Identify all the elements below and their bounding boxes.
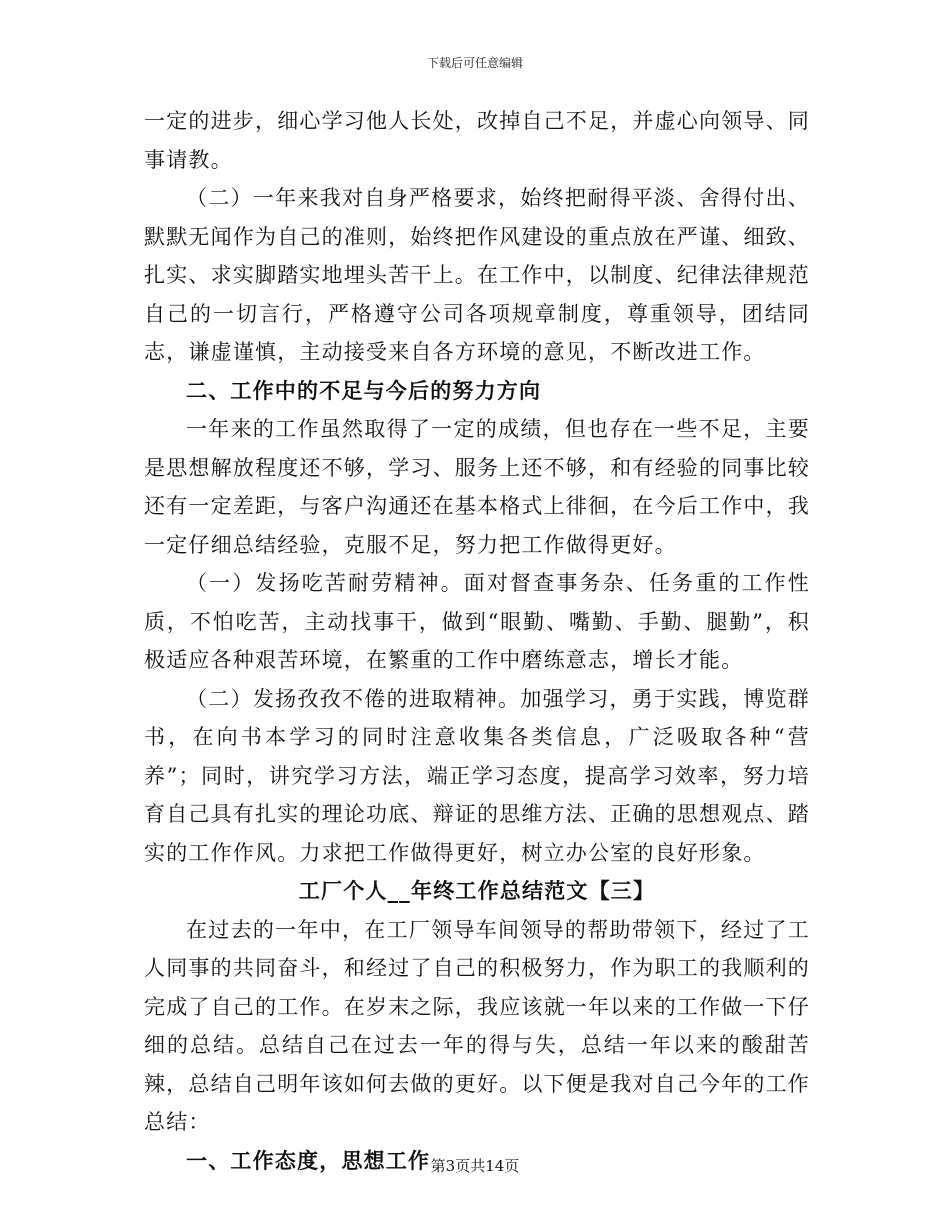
- document-body: [144, 102, 810, 1180]
- paragraph-hardworking: （一）发扬吃苦耐劳精神。面对督查事务杂、任务重的工作性质，不怕吃苦，主动找事干，做到“眼勤、嘴勤、手勤、腿勤”，积极适应各种艰苦环境，在繁重的工作中磨练意志，增长才能。: [144, 571, 810, 672]
- section-heading-attitude: 一、工作态度，思想工作: [186, 1147, 431, 1173]
- paragraph-enterprising: （二）发扬孜孜不倦的进取精神。加强学习，勇于实践，博览群书，在向书本学习的同时注意收集各类信息，广泛吸取各种“营养”；同时，讲究学习方法，端正学习态度，提高学习效率，努力培育自己具有扎实的理论功底、辩证的思维方法、正确的思想观点、踏实的工作作风。力求把工作做得更好，树立办公室的良好形象。: [144, 686, 810, 865]
- page-footer: 第3页共14页: [430, 1157, 520, 1175]
- paragraph-continued: 一定的进步，细心学习他人长处，改掉自己不足，并虚心向领导、同事请教。: [144, 109, 810, 172]
- page-header: 下载后可任意编辑: [426, 56, 523, 70]
- paragraph-self-discipline: （二）一年来我对自身严格要求，始终把耐得平淡、舍得付出、默默无闻作为自己的准则，始终把作风建设的重点放在严谨、细致、扎实、求实脚踏实地埋头苦干上。在工作中，以制度、纪律法律规范自己的一切言行，严格遵守公司各项规章制度，尊重领导，团结同志，谦虚谨慎，主动接受来自各方环境的意见，不断改进工作。: [144, 186, 810, 364]
- paragraph-intro: 在过去的一年中，在工厂领导车间领导的帮助带领下，经过了工人同事的共同奋斗，和经过了自己的积极努力，作为职工的我顺利的完成了自己的工作。在岁末之际，我应该就一年以来的工作做一下仔细的总结。总结自己在过去一年的得与失，总结一年以来的酸甜苦辣，总结自己明年该如何去做的更好。以下便是我对自己今年的工作总结：: [144, 917, 810, 1134]
- paragraph-shortcomings: 一年来的工作虽然取得了一定的成绩，但也存在一些不足，主要是思想解放程度还不够，学习、服务上还不够，和有经验的同事比较还有一定差距，与客户沟通还在基本格式上徘徊，在今后工作中，我一定仔细总结经验，克服不足，努力把工作做得更好。: [144, 417, 810, 557]
- article-title: 工厂个人__年终工作总结范文【三】: [298, 878, 656, 903]
- section-heading-shortcomings: 二、工作中的不足与今后的努力方向: [186, 377, 542, 403]
